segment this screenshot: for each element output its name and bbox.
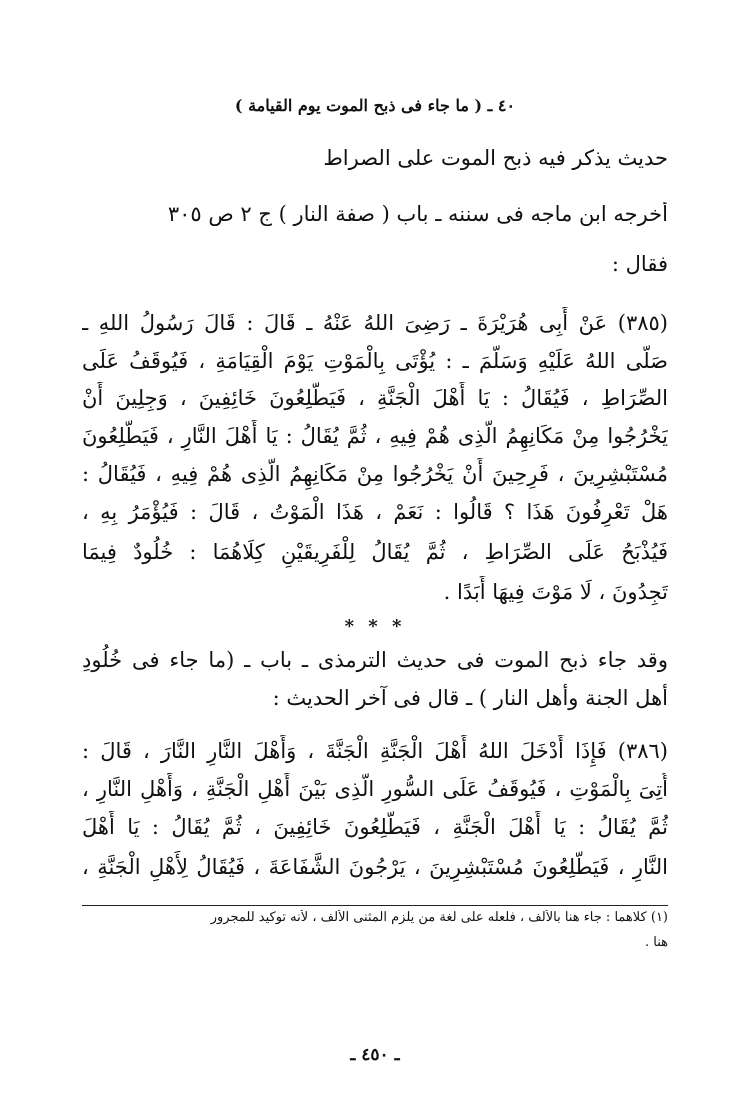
hadith-line: الصِّرَاطِ ، فَيُقَالُ : يَا أَهْلَ الْجَنَّةِ ، فَيَطَّلِعُونَ خَائِفِينَ ، وَجِلِينَ أَنْ — [82, 386, 668, 410]
hadith-line: أُتِىَ بِالْمَوْتِ ، فَيُوقَفُ عَلَى السُّورِ الَّذِى بَيْنَ أَهْلِ الْجَنَّةِ ، وَأَهْلِ النَّارِ ، — [82, 777, 668, 801]
bridge-line: وقد جاء ذبح الموت فى حديث الترمذى ـ باب ـ (ما جاء فى خُلُودِ — [82, 648, 668, 672]
hadith-line: (٣٨٥) عَنْ أَبِى هُرَيْرَةَ ـ رَضِىَ اللهُ عَنْهُ ـ قَالَ : قَالَ رَسُولُ اللهِ ـ — [82, 311, 668, 335]
intro-heading: حديث يذكر فيه ذبح الموت على الصراط — [323, 146, 668, 170]
hadith-line: مُسْتَبْشِرِينَ ، فَرِحِينَ أَنْ يَخْرُجُوا مِنْ مَكَانِهِمُ الَّذِى هُمْ فِيهِ ، فَيُقَالُ : — [82, 462, 668, 486]
hadith-line: هَلْ تَعْرِفُونَ هَذَا ؟ قَالُوا : نَعَمْ ، هَذَا الْمَوْتُ ، قَالَ : فَيُؤْمَرُ بِهِ ، — [82, 500, 668, 524]
hadith-line: ثُمَّ يُقَالُ : يَا أَهْلَ الْجَنَّةِ ، فَيَطَّلِعُونَ خَائِفِينَ ، ثُمَّ يُقَالُ : يَا أَهْلَ — [82, 815, 668, 839]
hadith-line: (٣٨٦) فَإِذَا أَدْخَلَ اللهُ أَهْلَ الْجَنَّةِ الْجَنَّةَ ، وَأَهْلَ النَّارِ النَّارَ ، قَالَ : — [82, 739, 668, 763]
bridge-line: أهل الجنة وأهل النار ) ـ قال فى آخر الحديث : — [272, 686, 668, 710]
page-number: ـ ٤٥٠ ـ — [350, 1045, 400, 1065]
hadith-line: فَيُذْبَحُ عَلَى الصِّرَاطِ ، ثُمَّ يُقَالُ لِلْفَرِيقَيْنِ كِلَاهُمَا : خُلُودٌ فِيمَا — [82, 540, 668, 564]
footnote-line: (١) كلاهما : جاء هنا بالألف ، فلعله على لغة من يلزم المثنى الألف ، لأنه توكيد للمجرور — [210, 910, 668, 925]
source-line: أخرجه ابن ماجه فى سننه ـ باب ( صفة النار ) ج ٢ ص ٣٠٥ — [167, 202, 668, 226]
hadith-line: يَخْرُجُوا مِنْ مَكَانِهِمُ الَّذِى هُمْ فِيهِ ، ثُمَّ يُقَالُ : يَا أَهْلَ النَّارِ ، فَيَطَّلِعُونَ — [82, 424, 668, 448]
said-line: فقال : — [611, 252, 668, 276]
hadith-line: النَّارِ ، فَيَطَّلِعُونَ مُسْتَبْشِرِينَ ، يَرْجُونَ الشَّفَاعَةَ ، فَيُقَالُ لِأَهْلِ الْجَنَّةِ ، — [82, 855, 668, 879]
chapter-header: ٤٠ ـ ( ما جاء فى ذبح الموت يوم القيامة ) — [234, 96, 516, 115]
section-separator: * * * — [344, 616, 406, 637]
footnote-line: هنا . — [644, 935, 668, 950]
footnote-divider — [82, 905, 668, 906]
hadith-line: صَلَّى اللهُ عَلَيْهِ وَسَلَّمَ ـ : يُؤْتَى بِالْمَوْتِ يَوْمَ الْقِيَامَةِ ، فَيُوقَفُ عَلَى — [82, 349, 668, 373]
hadith-line: تَجِدُونَ ، لَا مَوْتَ فِيهَا أَبَدًا . — [443, 580, 668, 604]
